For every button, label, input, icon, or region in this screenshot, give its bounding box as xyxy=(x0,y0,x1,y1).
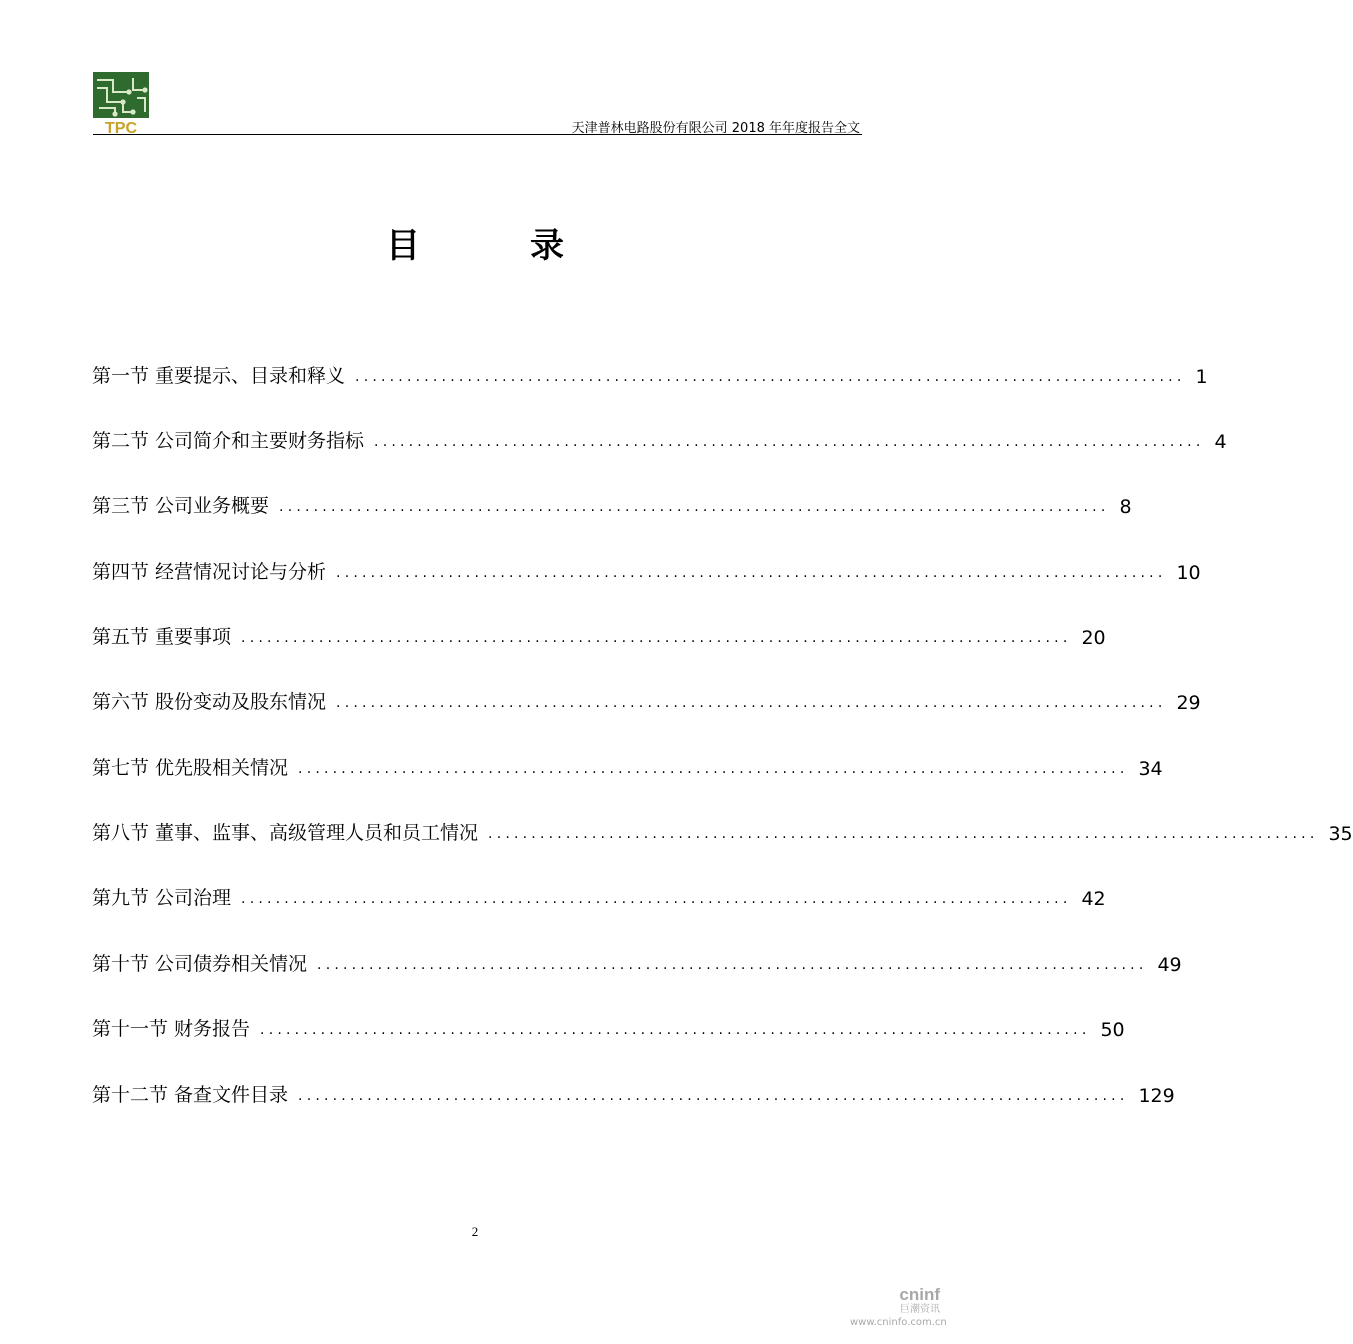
toc-entry[interactable] xyxy=(92,684,1201,714)
logo-text: TPC xyxy=(105,120,137,137)
cninfo-watermark xyxy=(850,1285,947,1330)
toc-dot-leader: ................................................................................................ xyxy=(336,695,1167,711)
toc-entry[interactable] xyxy=(92,1011,1125,1041)
toc-dot-leader: ................................................................................................ xyxy=(336,565,1167,581)
toc-entry[interactable] xyxy=(92,750,1163,780)
toc-entry-page: 20 xyxy=(1081,627,1106,649)
toc-entry[interactable] xyxy=(92,554,1201,584)
toc-entry-label: 第九节 公司治理 xyxy=(92,887,232,909)
toc-entry-page: 8 xyxy=(1119,496,1132,518)
toc-entry[interactable] xyxy=(92,946,1182,976)
toc-entry-page: 34 xyxy=(1138,758,1163,780)
page-title xyxy=(0,218,950,267)
toc-entry-label: 第三节 公司业务概要 xyxy=(92,495,270,517)
toc-dot-leader: ................................................................................................ xyxy=(355,369,1186,385)
toc-entry-page: 50 xyxy=(1100,1019,1125,1041)
toc-entry-label: 第十二节 备查文件目录 xyxy=(92,1084,289,1106)
toc-dot-leader: ................................................................................................ xyxy=(298,1088,1129,1104)
toc-entry-page: 49 xyxy=(1157,954,1182,976)
toc-dot-leader: ................................................................................................ xyxy=(488,826,1319,842)
toc-dot-leader: ................................................................................................ xyxy=(260,1022,1091,1038)
toc-entry[interactable] xyxy=(92,880,1106,910)
tpc-logo xyxy=(93,72,149,135)
toc-entry-label: 第十节 公司债券相关情况 xyxy=(92,953,308,975)
toc-entry-label: 第二节 公司简介和主要财务指标 xyxy=(92,430,365,452)
title-char-1: 目 xyxy=(386,226,420,266)
toc-entry-label: 第十一节 财务报告 xyxy=(92,1018,251,1040)
toc-entry[interactable] xyxy=(92,488,1132,518)
header-company-report: 天津普林电路股份有限公司 2018 年年度报告全文 xyxy=(571,121,860,136)
toc-entry[interactable] xyxy=(92,1077,1175,1107)
toc-entry-label: 第一节 重要提示、目录和释义 xyxy=(92,365,346,387)
toc-entry-label: 第七节 优先股相关情况 xyxy=(92,757,289,779)
toc-dot-leader: ................................................................................................ xyxy=(317,957,1148,973)
toc-entry[interactable] xyxy=(92,423,1227,453)
toc-entry-label: 第四节 经营情况讨论与分析 xyxy=(92,561,327,583)
toc-entry-page: 35 xyxy=(1328,823,1353,845)
toc-entry-label: 第八节 董事、监事、高级管理人员和员工情况 xyxy=(92,822,479,844)
watermark-brand: cninf xyxy=(899,1285,940,1304)
title-char-2: 录 xyxy=(530,226,564,266)
watermark-url: www.cninfo.com.cn xyxy=(850,1317,947,1328)
toc-entry[interactable] xyxy=(92,358,1208,388)
header-rule xyxy=(93,134,862,135)
toc-dot-leader: ................................................................................................ xyxy=(279,499,1110,515)
toc-entry-label: 第六节 股份变动及股东情况 xyxy=(92,691,327,713)
toc-entry-page: 42 xyxy=(1081,888,1106,910)
toc-dot-leader: ................................................................................................ xyxy=(298,761,1129,777)
toc-dot-leader: ................................................................................................ xyxy=(241,630,1072,646)
toc-entry-page: 129 xyxy=(1138,1085,1175,1107)
toc-entry-page: 1 xyxy=(1195,366,1208,388)
toc-dot-leader: ................................................................................................ xyxy=(374,434,1205,450)
toc-entry-page: 4 xyxy=(1214,431,1227,453)
toc-entry-label: 第五节 重要事项 xyxy=(92,626,232,648)
footer-page-number: 2 xyxy=(471,1224,479,1239)
toc-entry-page: 10 xyxy=(1176,562,1201,584)
toc-entry-page: 29 xyxy=(1176,692,1201,714)
toc-dot-leader: ................................................................................................ xyxy=(241,891,1072,907)
toc-entry[interactable] xyxy=(92,619,1106,649)
watermark-sub: 巨潮资讯 xyxy=(900,1304,940,1315)
toc-entry[interactable] xyxy=(92,815,1353,845)
